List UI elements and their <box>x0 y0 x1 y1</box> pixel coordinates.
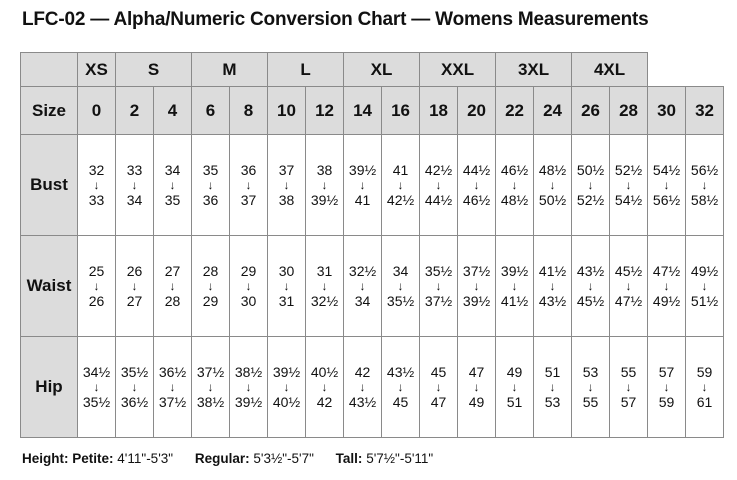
row-label: Hip <box>21 337 78 438</box>
numeric-size-cell: 16 <box>382 87 420 135</box>
range-low: 38 <box>316 162 333 178</box>
down-arrow-icon: ↓ <box>473 380 480 394</box>
numeric-size-cell: 6 <box>192 87 230 135</box>
down-arrow-icon: ↓ <box>663 380 670 394</box>
range-high: 45½ <box>576 293 605 309</box>
numeric-size-cell: 8 <box>230 87 268 135</box>
down-arrow-icon: ↓ <box>321 178 328 192</box>
down-arrow-icon: ↓ <box>397 380 404 394</box>
range-low: 55 <box>620 364 637 380</box>
range-high: 34 <box>354 293 371 309</box>
down-arrow-icon: ↓ <box>131 279 138 293</box>
range-low: 59 <box>696 364 713 380</box>
down-arrow-icon: ↓ <box>587 380 594 394</box>
range-low: 35½ <box>424 263 453 279</box>
numeric-size-cell: 14 <box>344 87 382 135</box>
height-footer <box>22 451 433 466</box>
measurement-cell <box>154 236 192 337</box>
measurement-cell <box>306 236 344 337</box>
numeric-size-cell: 4 <box>154 87 192 135</box>
range-low: 49 <box>506 364 523 380</box>
down-arrow-icon: ↓ <box>473 178 480 192</box>
range-high: 56½ <box>652 192 681 208</box>
measurement-cell <box>382 236 420 337</box>
alpha-size-l: L <box>268 53 344 87</box>
measurement-cell <box>686 236 724 337</box>
range-low: 27 <box>164 263 181 279</box>
down-arrow-icon: ↓ <box>169 178 176 192</box>
range-high: 31 <box>278 293 295 309</box>
down-arrow-icon: ↓ <box>435 279 442 293</box>
measurement-cell <box>192 236 230 337</box>
range-high: 38 <box>278 192 295 208</box>
range-high: 58½ <box>690 192 719 208</box>
range-low: 54½ <box>652 162 681 178</box>
numeric-size-cell: 20 <box>458 87 496 135</box>
regular-label: Regular: <box>194 451 250 466</box>
down-arrow-icon: ↓ <box>283 178 290 192</box>
range-high: 35½ <box>82 394 111 410</box>
range-high: 37 <box>240 192 257 208</box>
down-arrow-icon: ↓ <box>321 380 328 394</box>
numeric-size-cell: 24 <box>534 87 572 135</box>
alpha-size-s: S <box>116 53 192 87</box>
measurement-cell <box>496 337 534 438</box>
measurement-cell <box>306 135 344 236</box>
numeric-size-cell: 10 <box>268 87 306 135</box>
range-low: 46½ <box>500 162 529 178</box>
down-arrow-icon: ↓ <box>131 178 138 192</box>
down-arrow-icon: ↓ <box>93 279 100 293</box>
numeric-size-cell: 32 <box>686 87 724 135</box>
measurement-cell <box>154 135 192 236</box>
measurement-cell <box>534 236 572 337</box>
range-high: 42 <box>316 394 333 410</box>
down-arrow-icon: ↓ <box>625 380 632 394</box>
range-low: 36½ <box>158 364 187 380</box>
range-high: 49½ <box>652 293 681 309</box>
regular-value: 5'3½"-5'7" <box>253 451 314 466</box>
range-low: 39½ <box>272 364 301 380</box>
range-low: 37½ <box>462 263 491 279</box>
range-low: 35½ <box>120 364 149 380</box>
down-arrow-icon: ↓ <box>511 380 518 394</box>
alpha-size-m: M <box>192 53 268 87</box>
range-high: 39½ <box>234 394 263 410</box>
conversion-chart-table <box>20 52 724 438</box>
down-arrow-icon: ↓ <box>663 279 670 293</box>
alpha-size-3xl: 3XL <box>496 53 572 87</box>
measurement-row-waist <box>21 236 724 337</box>
numeric-size-cell: 2 <box>116 87 154 135</box>
down-arrow-icon: ↓ <box>283 279 290 293</box>
range-low: 49½ <box>690 263 719 279</box>
numeric-size-row <box>21 87 724 135</box>
petite-value: 4'11"-5'3" <box>117 451 174 466</box>
range-high: 47 <box>430 394 447 410</box>
down-arrow-icon: ↓ <box>207 178 214 192</box>
range-high: 37½ <box>424 293 453 309</box>
range-low: 39½ <box>500 263 529 279</box>
numeric-size-cell: 30 <box>648 87 686 135</box>
down-arrow-icon: ↓ <box>93 380 100 394</box>
range-low: 43½ <box>576 263 605 279</box>
range-low: 41 <box>392 162 409 178</box>
size-row-label: Size <box>21 87 78 135</box>
row-label: Bust <box>21 135 78 236</box>
range-low: 40½ <box>310 364 339 380</box>
range-low: 26 <box>126 263 143 279</box>
measurement-cell <box>648 337 686 438</box>
measurement-cell <box>648 135 686 236</box>
measurement-cell <box>382 135 420 236</box>
range-high: 38½ <box>196 394 225 410</box>
measurement-cell <box>78 337 116 438</box>
header-corner <box>21 53 78 87</box>
measurement-cell <box>116 337 154 438</box>
range-low: 38½ <box>234 364 263 380</box>
down-arrow-icon: ↓ <box>701 380 708 394</box>
range-low: 56½ <box>690 162 719 178</box>
range-low: 52½ <box>614 162 643 178</box>
measurement-cell <box>572 236 610 337</box>
range-high: 28 <box>164 293 181 309</box>
range-low: 44½ <box>462 162 491 178</box>
range-high: 55 <box>582 394 599 410</box>
measurement-cell <box>230 337 268 438</box>
down-arrow-icon: ↓ <box>397 279 404 293</box>
numeric-size-cell: 0 <box>78 87 116 135</box>
measurement-cell <box>496 135 534 236</box>
down-arrow-icon: ↓ <box>397 178 404 192</box>
range-low: 50½ <box>576 162 605 178</box>
range-low: 51 <box>544 364 561 380</box>
range-high: 35½ <box>386 293 415 309</box>
range-high: 36 <box>202 192 219 208</box>
range-low: 31 <box>316 263 333 279</box>
down-arrow-icon: ↓ <box>245 178 252 192</box>
range-high: 51½ <box>690 293 719 309</box>
range-low: 35 <box>202 162 219 178</box>
range-low: 34 <box>392 263 409 279</box>
range-high: 40½ <box>272 394 301 410</box>
range-high: 48½ <box>500 192 529 208</box>
down-arrow-icon: ↓ <box>587 279 594 293</box>
range-high: 59 <box>658 394 675 410</box>
measurement-row-bust <box>21 135 724 236</box>
range-high: 52½ <box>576 192 605 208</box>
measurement-cell <box>268 236 306 337</box>
down-arrow-icon: ↓ <box>321 279 328 293</box>
range-low: 43½ <box>386 364 415 380</box>
down-arrow-icon: ↓ <box>701 178 708 192</box>
down-arrow-icon: ↓ <box>207 279 214 293</box>
range-high: 32½ <box>310 293 339 309</box>
measurement-cell <box>78 236 116 337</box>
down-arrow-icon: ↓ <box>169 380 176 394</box>
down-arrow-icon: ↓ <box>473 279 480 293</box>
range-high: 47½ <box>614 293 643 309</box>
alpha-size-header-row <box>21 53 724 87</box>
measurement-cell <box>268 337 306 438</box>
measurement-cell <box>420 135 458 236</box>
range-high: 33 <box>88 192 105 208</box>
range-low: 32 <box>88 162 105 178</box>
measurement-cell <box>116 135 154 236</box>
down-arrow-icon: ↓ <box>663 178 670 192</box>
measurement-cell <box>344 135 382 236</box>
numeric-size-cell: 22 <box>496 87 534 135</box>
down-arrow-icon: ↓ <box>169 279 176 293</box>
range-high: 51 <box>506 394 523 410</box>
down-arrow-icon: ↓ <box>701 279 708 293</box>
range-high: 49 <box>468 394 485 410</box>
alpha-size-xl: XL <box>344 53 420 87</box>
range-low: 37 <box>278 162 295 178</box>
range-high: 53 <box>544 394 561 410</box>
down-arrow-icon: ↓ <box>207 380 214 394</box>
down-arrow-icon: ↓ <box>625 279 632 293</box>
down-arrow-icon: ↓ <box>625 178 632 192</box>
measurement-cell <box>458 337 496 438</box>
measurement-cell <box>78 135 116 236</box>
measurement-cell <box>686 135 724 236</box>
range-high: 26 <box>88 293 105 309</box>
measurement-cell <box>572 337 610 438</box>
range-low: 57 <box>658 364 675 380</box>
range-low: 32½ <box>348 263 377 279</box>
down-arrow-icon: ↓ <box>549 178 556 192</box>
range-low: 39½ <box>348 162 377 178</box>
range-low: 37½ <box>196 364 225 380</box>
range-high: 44½ <box>424 192 453 208</box>
down-arrow-icon: ↓ <box>245 279 252 293</box>
range-high: 57 <box>620 394 637 410</box>
page-title: LFC-02 — Alpha/Numeric Conversion Chart — Womens Measurements <box>22 9 649 30</box>
range-high: 30 <box>240 293 257 309</box>
measurement-cell <box>534 135 572 236</box>
range-low: 48½ <box>538 162 567 178</box>
down-arrow-icon: ↓ <box>435 380 442 394</box>
range-low: 34½ <box>82 364 111 380</box>
range-high: 42½ <box>386 192 415 208</box>
range-low: 36 <box>240 162 257 178</box>
range-high: 46½ <box>462 192 491 208</box>
down-arrow-icon: ↓ <box>131 380 138 394</box>
range-high: 61 <box>696 394 713 410</box>
range-high: 36½ <box>120 394 149 410</box>
measurement-cell <box>382 337 420 438</box>
alpha-size-xxl: XXL <box>420 53 496 87</box>
range-low: 41½ <box>538 263 567 279</box>
down-arrow-icon: ↓ <box>359 178 366 192</box>
measurement-cell <box>230 135 268 236</box>
measurement-cell <box>116 236 154 337</box>
range-high: 54½ <box>614 192 643 208</box>
down-arrow-icon: ↓ <box>549 380 556 394</box>
measurement-cell <box>648 236 686 337</box>
range-low: 53 <box>582 364 599 380</box>
numeric-size-cell: 12 <box>306 87 344 135</box>
range-high: 29 <box>202 293 219 309</box>
measurement-cell <box>230 236 268 337</box>
range-high: 41 <box>354 192 371 208</box>
range-high: 41½ <box>500 293 529 309</box>
range-low: 42½ <box>424 162 453 178</box>
range-low: 42 <box>354 364 371 380</box>
down-arrow-icon: ↓ <box>359 279 366 293</box>
range-high: 45 <box>392 394 409 410</box>
range-high: 50½ <box>538 192 567 208</box>
range-low: 47 <box>468 364 485 380</box>
measurement-cell <box>420 337 458 438</box>
down-arrow-icon: ↓ <box>93 178 100 192</box>
measurement-cell <box>420 236 458 337</box>
measurement-cell <box>572 135 610 236</box>
down-arrow-icon: ↓ <box>245 380 252 394</box>
numeric-size-cell: 18 <box>420 87 458 135</box>
range-high: 34 <box>126 192 143 208</box>
down-arrow-icon: ↓ <box>359 380 366 394</box>
measurement-cell <box>496 236 534 337</box>
measurement-cell <box>306 337 344 438</box>
measurement-cell <box>458 236 496 337</box>
petite-label: Petite: <box>72 451 114 466</box>
tall-label: Tall: <box>335 451 363 466</box>
range-low: 45½ <box>614 263 643 279</box>
measurement-cell <box>534 337 572 438</box>
numeric-size-cell: 28 <box>610 87 648 135</box>
alpha-size-xs: XS <box>78 53 116 87</box>
measurement-cell <box>154 337 192 438</box>
range-high: 27 <box>126 293 143 309</box>
measurement-cell <box>192 135 230 236</box>
range-high: 39½ <box>310 192 339 208</box>
measurement-cell <box>610 135 648 236</box>
measurement-cell <box>268 135 306 236</box>
measurement-row-hip <box>21 337 724 438</box>
alpha-size-4xl: 4XL <box>572 53 648 87</box>
down-arrow-icon: ↓ <box>283 380 290 394</box>
down-arrow-icon: ↓ <box>549 279 556 293</box>
range-low: 25 <box>88 263 105 279</box>
range-low: 45 <box>430 364 447 380</box>
numeric-size-cell: 26 <box>572 87 610 135</box>
range-high: 35 <box>164 192 181 208</box>
range-low: 34 <box>164 162 181 178</box>
measurement-cell <box>610 236 648 337</box>
down-arrow-icon: ↓ <box>435 178 442 192</box>
range-high: 39½ <box>462 293 491 309</box>
down-arrow-icon: ↓ <box>511 279 518 293</box>
range-low: 47½ <box>652 263 681 279</box>
range-high: 37½ <box>158 394 187 410</box>
measurement-cell <box>192 337 230 438</box>
range-low: 28 <box>202 263 219 279</box>
measurement-cell <box>686 337 724 438</box>
row-label: Waist <box>21 236 78 337</box>
measurement-cell <box>344 337 382 438</box>
height-label: Height: <box>22 451 69 466</box>
range-low: 29 <box>240 263 257 279</box>
range-high: 43½ <box>348 394 377 410</box>
measurement-cell <box>610 337 648 438</box>
range-low: 30 <box>278 263 295 279</box>
down-arrow-icon: ↓ <box>587 178 594 192</box>
tall-value: 5'7½"-5'11" <box>366 451 434 466</box>
down-arrow-icon: ↓ <box>511 178 518 192</box>
range-high: 43½ <box>538 293 567 309</box>
range-low: 33 <box>126 162 143 178</box>
measurement-cell <box>344 236 382 337</box>
measurement-cell <box>458 135 496 236</box>
